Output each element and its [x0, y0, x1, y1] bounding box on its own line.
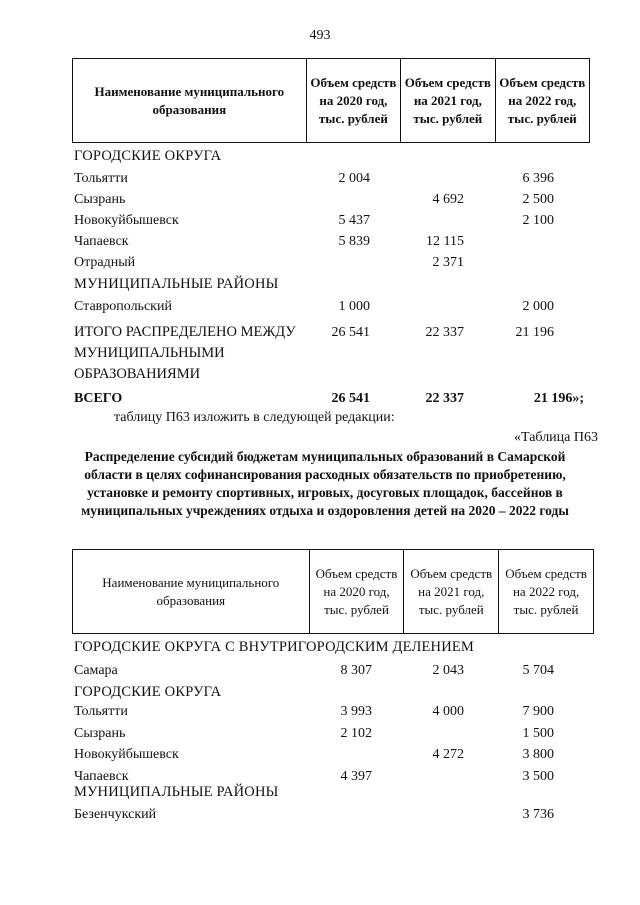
table-row: [74, 725, 604, 743]
row-value-2022: 7 900: [522, 704, 554, 719]
row-value-2020: 2 004: [338, 171, 370, 186]
table1-total-row: [74, 390, 604, 408]
table-row: [74, 806, 604, 824]
row-value-2020: 5 839: [338, 234, 370, 249]
row-name: Чапаевск: [74, 768, 129, 784]
page-number: 493: [309, 28, 331, 43]
table-reference: «Таблица П63: [514, 430, 598, 445]
row-value-2022: 3 500: [522, 768, 554, 784]
row-value-2022: 3 800: [522, 747, 554, 762]
table1-total-2020: 26 541: [331, 391, 370, 406]
table1-header-name: Наименование муниципального образования: [73, 59, 307, 143]
table-row: [74, 298, 604, 316]
table1-total-label: ВСЕГО: [74, 391, 123, 406]
table1-header-2020: Объем средств на 2020 год, тыс. рублей: [306, 59, 400, 143]
row-value-2022: 6 396: [522, 171, 554, 186]
row-value-2020: 8 307: [340, 663, 372, 678]
table1-total-between-2021: 22 337: [425, 325, 464, 340]
row-value-2021: 2 043: [432, 663, 464, 678]
row-value-2022: 5 704: [522, 663, 554, 678]
table2-header-name: Наименование муниципального образования: [73, 550, 310, 634]
table1-header-2022: Объем средств на 2022 год, тыс. рублей: [495, 59, 589, 143]
table1-total-between-label: ИТОГО РАСПРЕДЕЛЕНО МЕЖДУ МУНИЦИПАЛЬНЫМИ ОБРАЗОВАНИЯМИ: [74, 324, 296, 382]
table2-header-2020: Объем средств на 2020 год, тыс. рублей: [309, 550, 404, 634]
row-name: Сызрань: [74, 725, 126, 741]
table-row: [74, 233, 604, 251]
row-name: Тольятти: [74, 704, 128, 719]
table2-header-2022: Объем средств на 2022 год, тыс. рублей: [499, 550, 594, 634]
table1-total-between-2022: 21 196: [515, 325, 554, 340]
table-row: [74, 703, 604, 721]
row-value-2020: 1 000: [338, 299, 370, 314]
table-row: [74, 191, 604, 209]
row-value-2021: 4 272: [432, 747, 464, 762]
row-value-2020: 3 993: [340, 704, 372, 719]
table-row: [74, 768, 604, 786]
table1-section-city: ГОРОДСКИЕ ОКРУГА: [74, 148, 222, 164]
table1-header-2021: Объем средств на 2021 год, тыс. рублей: [401, 59, 495, 143]
table2-title: Распределение субсидий бюджетам муниципальных образований в Самарской области в целях софинансирования расходных обязательств по приобретению, установке и ремонту спортивных, игровых, досуговых площадок, бассейнов в муниципальных учреждениях отдыха и оздоровления детей на 2020 – 2022 годы: [81, 449, 569, 518]
table-row: [74, 254, 604, 272]
row-name: Новокуйбышевск: [74, 213, 179, 228]
row-value-2021: 4 000: [432, 704, 464, 719]
table2-section-intra: ГОРОДСКИЕ ОКРУГА С ВНУТРИГОРОДСКИМ ДЕЛЕНИЕМ: [74, 639, 475, 655]
row-value-2020: 4 397: [340, 768, 372, 784]
table1-total-2022: 21 196»;: [533, 391, 584, 406]
table-row: [74, 170, 604, 188]
row-name: Сызрань: [74, 192, 126, 207]
row-name: Ставропольский: [74, 299, 172, 314]
row-name: Безенчукский: [74, 807, 157, 822]
table1-section-mun: МУНИЦИПАЛЬНЫЕ РАЙОНЫ: [74, 276, 279, 292]
row-value-2020: 5 437: [338, 213, 370, 228]
table-row: [74, 746, 604, 764]
row-value-2022: 3 736: [522, 807, 554, 822]
row-name: Новокуйбышевск: [74, 747, 179, 762]
table1-header: [72, 58, 590, 143]
row-value-2022: 1 500: [522, 725, 554, 741]
row-name: Самара: [74, 663, 118, 678]
table1-total-between-2020: 26 541: [331, 325, 370, 340]
table-row: [74, 212, 604, 230]
row-name: Тольятти: [74, 171, 128, 186]
instruction-text: таблицу П63 изложить в следующей редакции:: [114, 410, 395, 425]
row-value-2022: 2 500: [522, 192, 554, 207]
table1-total-2021: 22 337: [425, 391, 464, 406]
row-name: Чапаевск: [74, 234, 129, 249]
row-value-2022: 2 100: [522, 213, 554, 228]
table-row: [74, 662, 604, 680]
table2-header: [72, 549, 594, 634]
row-value-2021: 12 115: [426, 234, 464, 249]
table2-section-city: ГОРОДСКИЕ ОКРУГА: [74, 684, 222, 700]
row-value-2022: 2 000: [522, 299, 554, 314]
table2-header-2021: Объем средств на 2021 год, тыс. рублей: [404, 550, 499, 634]
table2-section-mun: МУНИЦИПАЛЬНЫЕ РАЙОНЫ: [74, 784, 279, 800]
table1-total-between-row: [74, 322, 594, 386]
row-value-2021: 4 692: [432, 192, 464, 207]
row-value-2020: 2 102: [340, 725, 372, 741]
row-name: Отрадный: [74, 255, 136, 270]
row-value-2021: 2 371: [432, 255, 464, 270]
